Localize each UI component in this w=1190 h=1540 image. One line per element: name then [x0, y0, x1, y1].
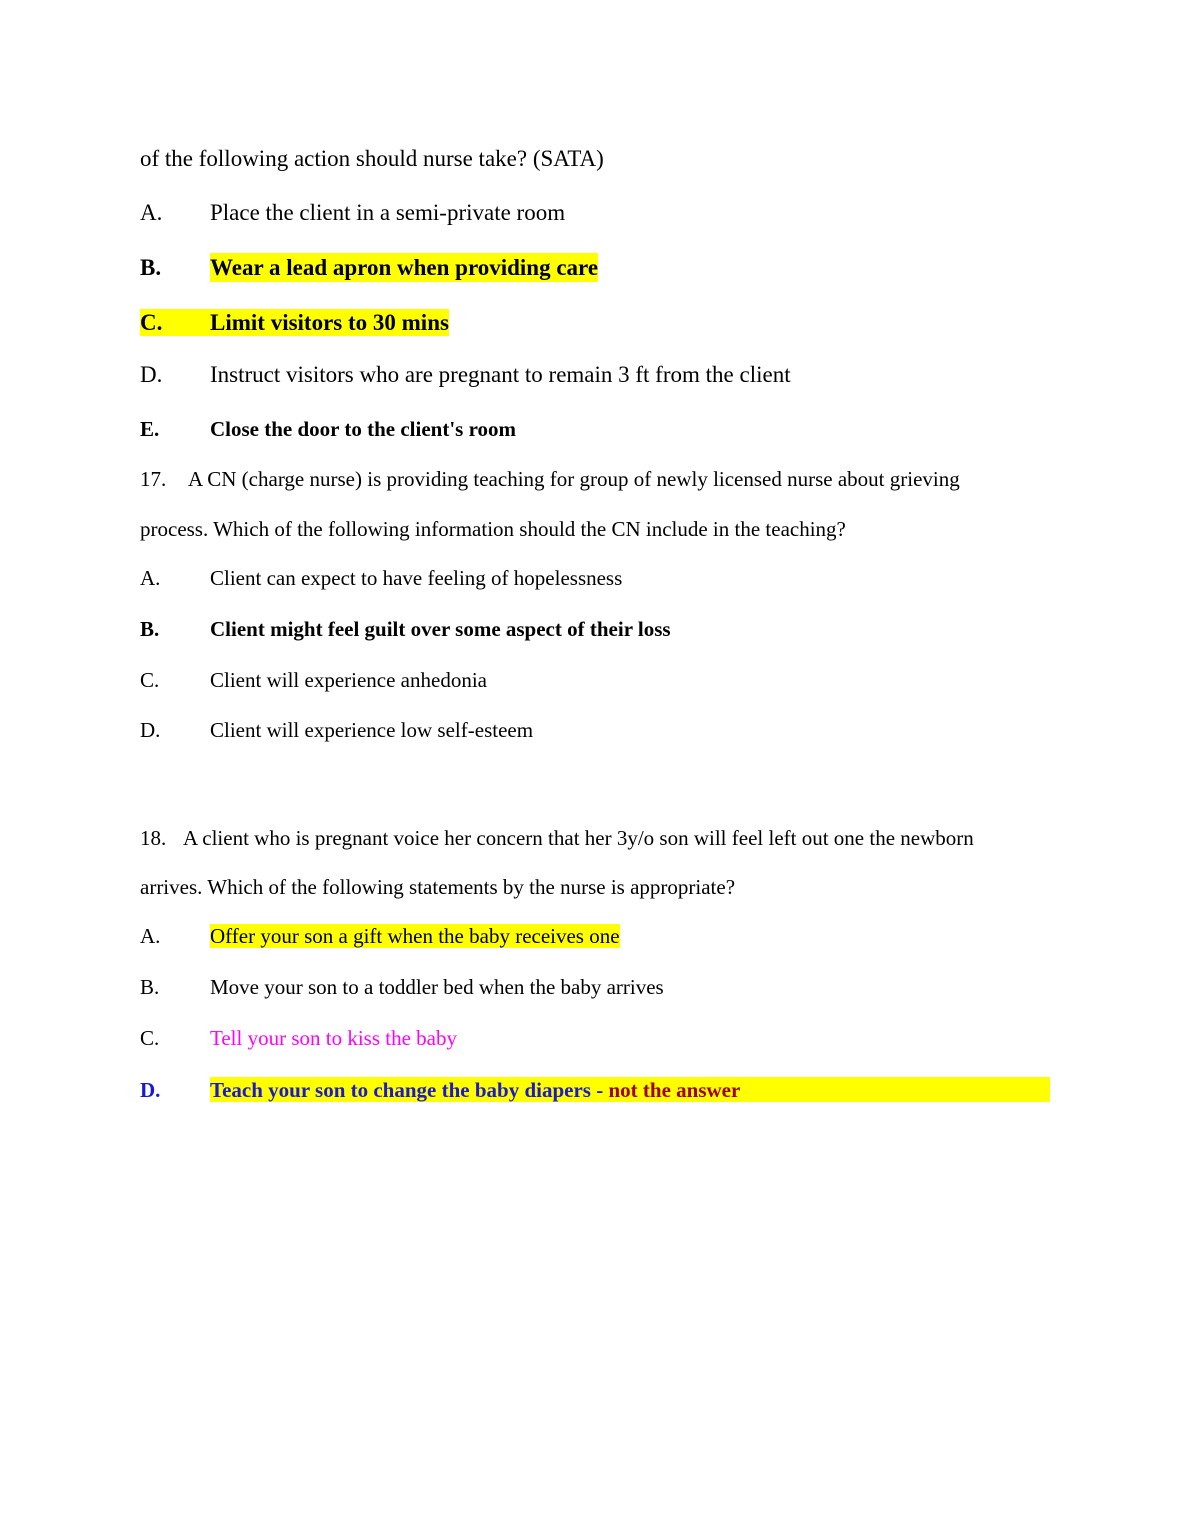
option-letter: A. [140, 566, 161, 590]
q18-option-b [140, 977, 664, 998]
question-17-stem-line1 [140, 469, 960, 490]
q16-option-a [140, 201, 565, 224]
question-number: 18. [140, 826, 167, 850]
option-text: Client will experience low self-esteem [210, 718, 534, 742]
option-letter: D. [140, 362, 163, 387]
question-16-stem-tail: of the following action should nurse take? (SATA) [140, 146, 604, 171]
option-text: Limit visitors to 30 mins [210, 310, 449, 335]
option-text-highlighted: Wear a lead apron when providing care [210, 255, 599, 280]
question-text: A CN (charge nurse) is providing teaching for group of newly licensed nurse about grieving [188, 467, 960, 491]
q18-option-a [140, 926, 620, 947]
option-text: Client will experience anhedonia [210, 668, 487, 692]
question-number: 17. [140, 467, 167, 491]
option-letter: C. [140, 668, 160, 692]
q18-option-d [140, 1080, 740, 1101]
option-text: Place the client in a semi-private room [210, 200, 566, 225]
option-letter: C. [140, 1026, 160, 1050]
option-letter: B. [140, 617, 160, 641]
q17-option-a [140, 568, 622, 589]
option-letter: C. [140, 310, 163, 335]
q16-option-d [140, 363, 791, 386]
option-text: Move your son to a toddler bed when the baby arrives [210, 975, 664, 999]
q17-option-b [140, 619, 671, 640]
q16-option-b [140, 256, 598, 279]
question-18-stem-line1 [140, 828, 974, 849]
option-letter: B. [140, 975, 160, 999]
option-letter: B. [140, 255, 162, 280]
question-17-stem-line2: process. Which of the following information should the CN include in the teaching? [140, 517, 846, 541]
option-letter: D. [140, 1078, 161, 1102]
option-letter: E. [140, 417, 160, 441]
q16-option-e [140, 419, 516, 440]
question-text: A client who is pregnant voice her concern that her 3y/o son will feel left out one the newborn [183, 826, 974, 850]
q17-option-c [140, 670, 487, 691]
question-18-stem-line2: arrives. Which of the following statements by the nurse is appropriate? [140, 875, 736, 899]
option-text: Client might feel guilt over some aspect of their loss [210, 617, 671, 641]
q17-option-d [140, 720, 533, 741]
q16-option-c [140, 309, 449, 336]
answer-note: not the answer [608, 1078, 741, 1102]
option-text: Instruct visitors who are pregnant to remain 3 ft from the client [210, 362, 791, 387]
q18-option-c [140, 1028, 457, 1049]
note-separator: - [590, 1078, 609, 1102]
option-text: Teach your son to change the baby diapers [210, 1078, 591, 1102]
option-text-highlighted: Offer your son a gift when the baby receives one [210, 924, 620, 948]
option-letter: A. [140, 200, 163, 225]
option-letter: A. [140, 924, 161, 948]
option-text: Close the door to the client's room [210, 417, 517, 441]
option-letter: D. [140, 718, 161, 742]
option-text-magenta: Tell your son to kiss the baby [210, 1026, 458, 1050]
option-text: Client can expect to have feeling of hopelessness [210, 566, 623, 590]
